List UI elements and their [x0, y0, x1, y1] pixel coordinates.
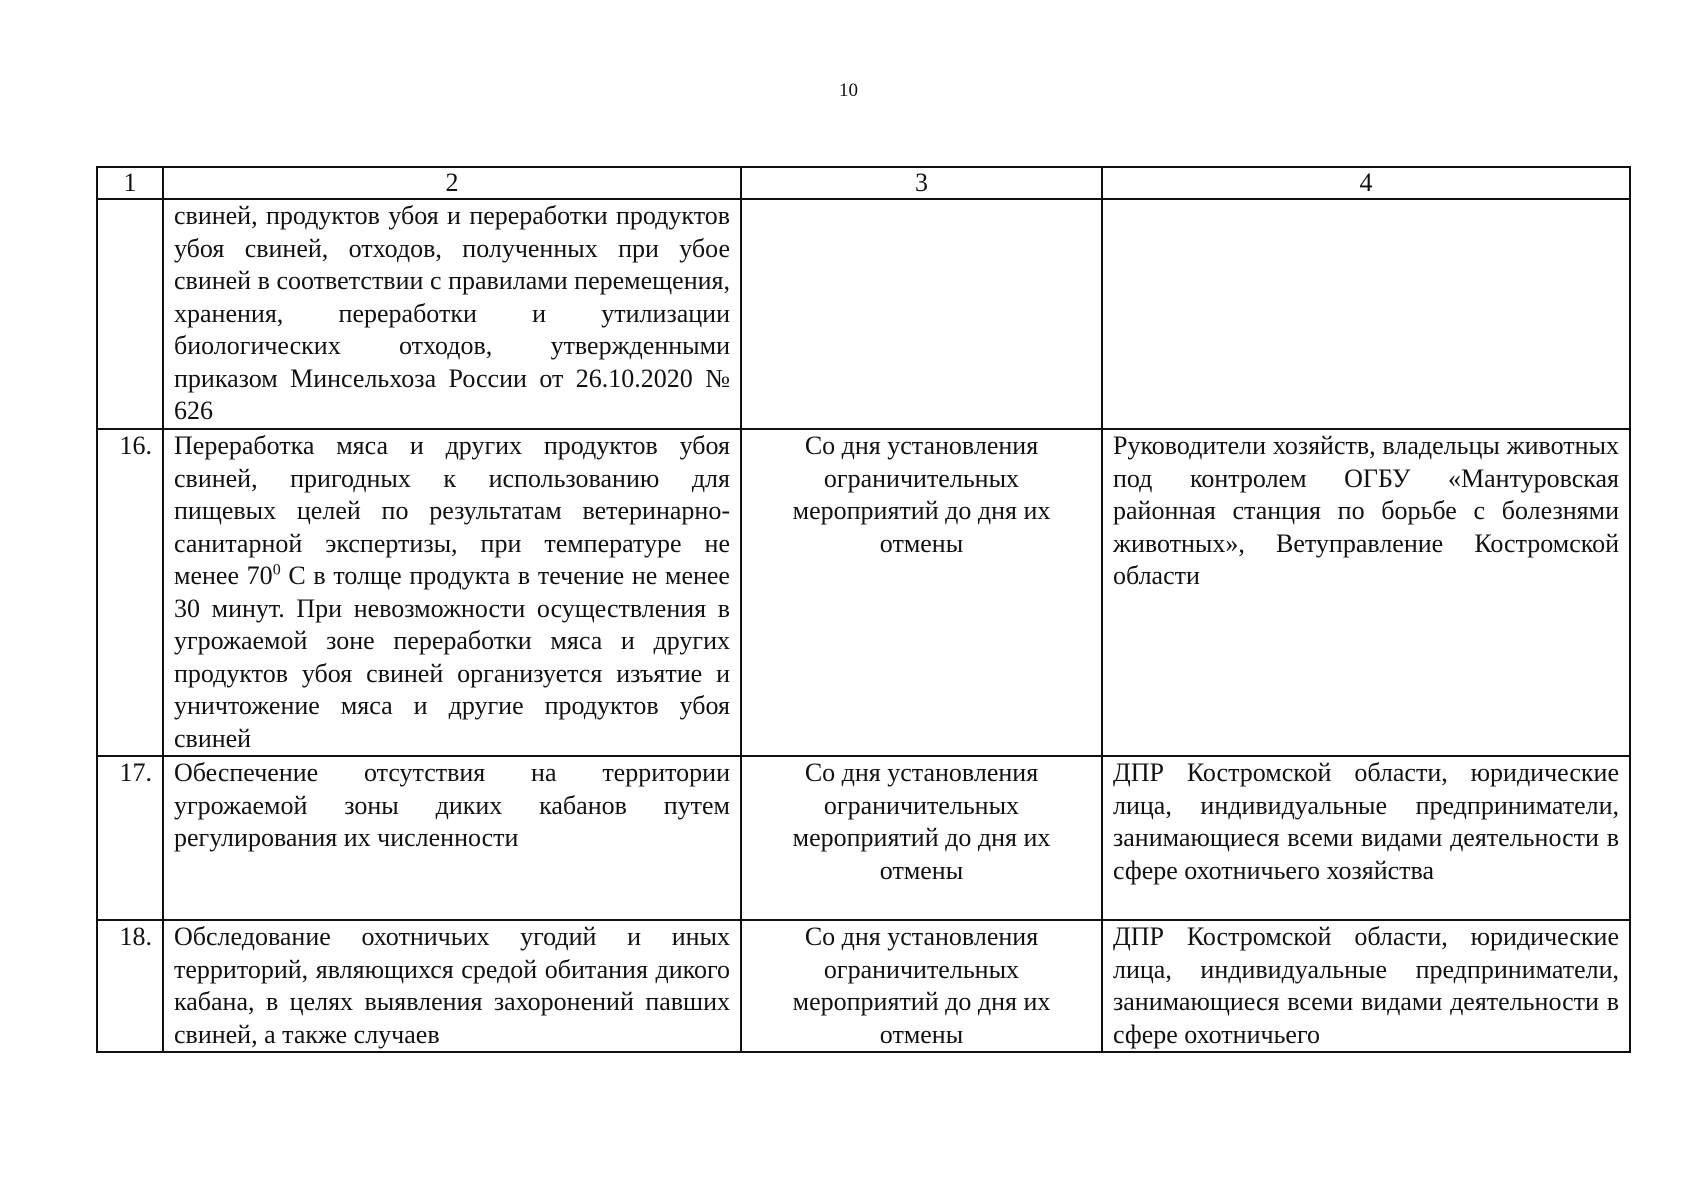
row-number: [97, 199, 163, 429]
column-header: 3: [741, 167, 1102, 199]
table-row: [97, 199, 1630, 429]
table-row: [97, 920, 1630, 1052]
table-row: [97, 429, 1630, 756]
measure-text: [163, 429, 741, 756]
table-header-row: [97, 167, 1630, 199]
row-number: 17.: [97, 756, 163, 920]
table-row: [97, 756, 1630, 920]
column-header: 2: [163, 167, 741, 199]
period-text: Со дня установления ограничительных мероприятий до дня их отмены: [741, 920, 1102, 1052]
period-text: Со дня установления ограничительных мероприятий до дня их отмены: [741, 429, 1102, 756]
measure-text: свиней, продуктов убоя и переработки продуктов убоя свиней, отходов, полученных при убое свиней в соответствии с правилами перемещения, хранения, переработки и утилизации биологических отходов, утвержденными приказом Минсельхоза России от 26.10.2020 № 626: [163, 199, 741, 429]
responsible-text: ДПР Костромской области, юридические лица, индивидуальные предприниматели, занимающиеся всеми видами деятельности в сфере охотничьего: [1102, 920, 1630, 1052]
measure-text-part: С в толще продукта в течение не менее 30 минут. При невозможности осуществления в угрожаемой зоне переработки мяса и других продуктов убоя свиней организуется изъятие и уничтожение мяса и другие продуктов убоя свиней: [174, 561, 730, 753]
period-text: Со дня установления ограничительных мероприятий до дня их отмены: [741, 756, 1102, 920]
measure-text: Обследование охотничьих угодий и иных территорий, являющихся средой обитания дикого кабана, в целях выявления захоронений павших свиней, а также случаев: [163, 920, 741, 1052]
row-number: 16.: [97, 429, 163, 756]
measure-text-part: Переработка мяса и других продуктов убоя свиней, пригодных к использованию для пищевых целей по результатам ветеринарно-санитарной экспертизы, при температуре не менее 70: [174, 431, 730, 590]
responsible-text: ДПР Костромской области, юридические лица, индивидуальные предприниматели, занимающиеся всеми видами деятельности в сфере охотничьего хозяйства: [1102, 756, 1630, 920]
page-number: 10: [839, 80, 858, 101]
column-header: 4: [1102, 167, 1630, 199]
column-header: 1: [97, 167, 163, 199]
responsible-text: Руководители хозяйств, владельцы животных под контролем ОГБУ «Мантуровская районная станция по борьбе с болезнями животных», Ветуправление Костромской области: [1102, 429, 1630, 756]
measures-table: [96, 166, 1631, 1053]
degree-superscript: 0: [272, 561, 281, 579]
period-text: [741, 199, 1102, 429]
responsible-text: [1102, 199, 1630, 429]
measure-text: Обеспечение отсутствия на территории угрожаемой зоны диких кабанов путем регулирования их численности: [163, 756, 741, 920]
row-number: 18.: [97, 920, 163, 1052]
